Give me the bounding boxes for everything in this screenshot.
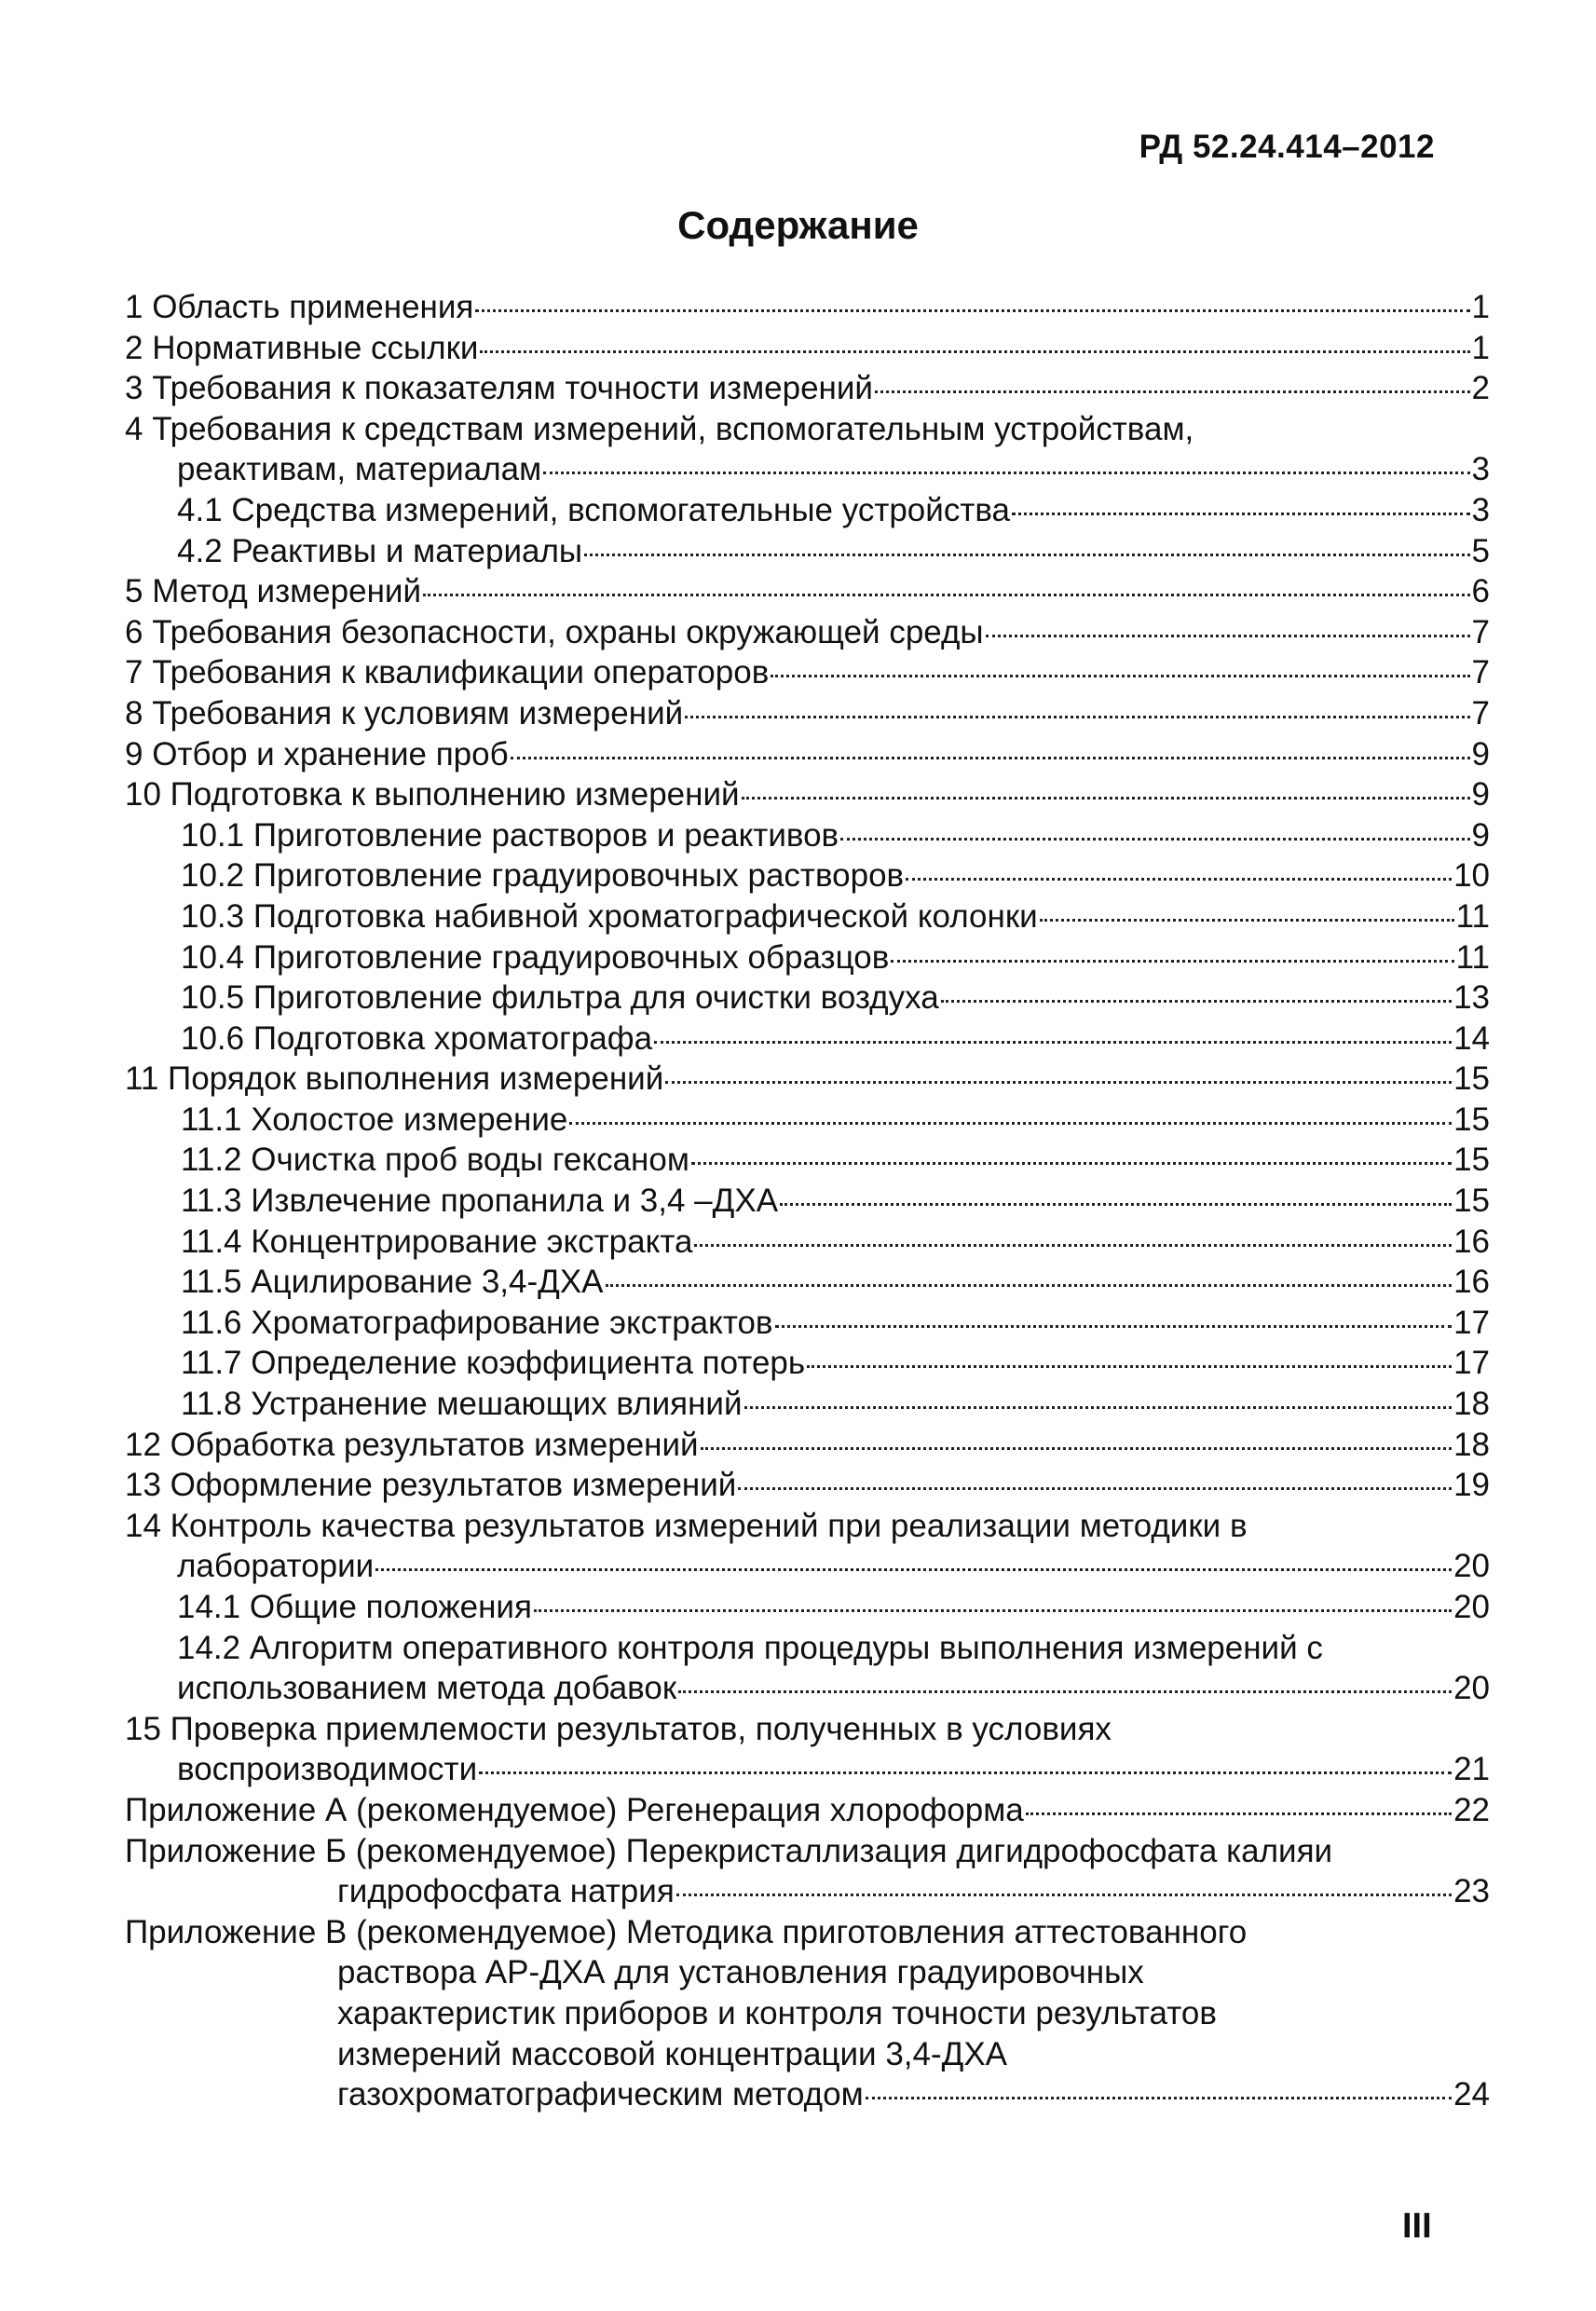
toc-entry-label: 11.4 Концентрирование экстракта: [181, 1223, 693, 1260]
toc-entry-page: 20: [1453, 1670, 1490, 1707]
toc-entry: [125, 1871, 1490, 1912]
toc-entry: [125, 978, 1490, 1019]
toc-entry: [125, 815, 1490, 856]
toc-leader-dots: [866, 2097, 1452, 2099]
toc-entry: [125, 1912, 1490, 1953]
toc-entry-page: 17: [1453, 1345, 1490, 1382]
toc-entry: [125, 490, 1490, 531]
toc-entry-page: 16: [1453, 1264, 1490, 1301]
toc-entry-page: 18: [1453, 1426, 1490, 1463]
toc-entry-label: воспроизводимости: [177, 1751, 478, 1788]
toc-leader-dots: [665, 1081, 1452, 1084]
toc-entry-label: 5 Метод измерений: [125, 573, 422, 610]
toc-entry: [125, 449, 1490, 490]
toc-entry-label: 12 Обработка результатов измерений: [125, 1426, 699, 1463]
toc-entry-page: 23: [1453, 1873, 1490, 1910]
toc-entry: [125, 571, 1490, 612]
toc-entry-label: реактивам, материалам: [177, 451, 542, 488]
toc-entry-page: 11: [1455, 938, 1490, 976]
toc-leader-dots: [584, 554, 1469, 556]
toc-leader-dots: [875, 390, 1470, 393]
toc-entry-page: 22: [1453, 1791, 1490, 1828]
toc-entry-label: гидрофосфата натрия: [337, 1873, 675, 1910]
toc-entry: [125, 1100, 1490, 1141]
toc-leader-dots: [606, 1284, 1453, 1287]
toc-leader-dots: [423, 594, 1470, 596]
toc-leader-dots: [691, 1162, 1452, 1165]
toc-entry-page: 7: [1471, 613, 1490, 650]
toc-entry: [125, 409, 1490, 450]
toc-leader-dots: [1012, 513, 1470, 515]
toc-entry-page: 15: [1453, 1060, 1490, 1098]
toc-entry-page: 10: [1453, 857, 1490, 895]
toc-leader-dots: [744, 1406, 1453, 1409]
toc-leader-dots: [780, 1203, 1452, 1206]
toc-entry-page: 9: [1471, 776, 1490, 814]
toc-entry: [125, 368, 1490, 409]
toc-entry: [125, 693, 1490, 734]
toc-entry-page: 1: [1471, 329, 1490, 366]
toc-entry: [125, 328, 1490, 369]
toc-leader-dots: [775, 1325, 1453, 1328]
toc-entry: [125, 1262, 1490, 1303]
toc-entry-page: 3: [1471, 451, 1490, 488]
toc-leader-dots: [906, 878, 1452, 881]
toc-entry-label: 14.2 Алгоритм оперативного контроля процедуры выполнения измерений с: [177, 1629, 1323, 1666]
toc-entry-page: 13: [1453, 979, 1490, 1017]
toc-entry: [125, 1628, 1490, 1669]
toc-entry-page: 1: [1471, 289, 1490, 325]
toc-entry: [125, 1019, 1490, 1060]
toc-entry-page: 21: [1453, 1751, 1490, 1788]
toc-entry-label: 11.7 Определение коэффициента потерь: [181, 1345, 806, 1382]
toc-entry-page: 6: [1471, 573, 1490, 610]
toc-entry-label: 11.6 Хроматографирование экстрактов: [181, 1304, 773, 1341]
toc-entry-label: использованием метода добавок: [177, 1670, 677, 1707]
toc-entry-label: измерений массовой концентрации 3,4-ДХА: [337, 2035, 1008, 2072]
toc-leader-dots: [685, 716, 1469, 718]
toc-entry-page: 11: [1455, 897, 1490, 935]
toc-entry: [125, 1303, 1490, 1344]
toc-entry: [125, 1140, 1490, 1181]
toc-entry: [125, 1384, 1490, 1425]
toc-entry: [125, 1749, 1490, 1790]
toc-entry-label: Приложение А (рекомендуемое) Регенерация хлороформа: [125, 1791, 1024, 1828]
toc-leader-dots: [511, 757, 1470, 759]
toc-entry-page: 24: [1453, 2076, 1490, 2113]
toc-entry-label: 9 Отбор и хранение проб: [125, 735, 509, 773]
toc-leader-dots: [694, 1244, 1452, 1247]
toc-entry: [125, 1465, 1490, 1506]
toc-leader-dots: [941, 1000, 1452, 1003]
toc-entry-label: Приложение В (рекомендуемое) Методика приготовления аттестованного: [125, 1913, 1248, 1950]
toc-entry-label: 11.5 Ацилирование 3,4-ДХА: [181, 1264, 604, 1301]
toc-entry-label: 4.2 Реактивы и материалы: [177, 532, 583, 569]
toc-entry-label: 10.3 Подготовка набивной хроматографической колонки: [181, 897, 1038, 935]
toc-entry-label: 8 Требования к условиям измерений: [125, 694, 684, 732]
toc-entry-label: 11.1 Холостое измерение: [181, 1101, 568, 1138]
toc-entry-label: газохроматографическим методом: [337, 2076, 864, 2113]
toc-entry-page: 20: [1453, 1589, 1490, 1625]
toc-entry: [125, 855, 1490, 896]
toc-entry-page: 15: [1453, 1101, 1490, 1138]
toc-entry-page: 19: [1453, 1467, 1490, 1504]
toc-leader-dots: [480, 350, 1469, 353]
toc-entry-page: 9: [1471, 816, 1490, 854]
toc-entry-page: 15: [1453, 1142, 1490, 1179]
toc-entry-label: раствора АР-ДХА для установления градуировочных: [337, 1954, 1144, 1991]
toc-entry: [125, 1587, 1490, 1628]
toc-entry-label: 4.1 Средства измерений, вспомогательные устройства: [177, 491, 1011, 528]
toc-entry-label: 3 Требования к показателям точности измерений: [125, 370, 873, 407]
toc-entry-label: лаборатории: [177, 1548, 375, 1585]
toc-entry: [125, 531, 1490, 572]
toc-entry-label: 10.6 Подготовка хроматографа: [181, 1019, 653, 1057]
toc-entry: [125, 1709, 1490, 1750]
toc-entry-page: 15: [1453, 1183, 1490, 1220]
page-title: Содержание: [677, 203, 919, 247]
toc-entry-label: Приложение Б (рекомендуемое) Перекристаллизация дигидрофосфата калияи: [125, 1832, 1333, 1869]
toc-leader-dots: [569, 1122, 1452, 1125]
toc-leader-dots: [891, 960, 1453, 963]
table-of-contents: [125, 287, 1490, 2115]
toc-entry: [125, 287, 1490, 328]
toc-leader-dots: [701, 1447, 1452, 1450]
toc-entry-label: характеристик приборов и контроля точности результатов: [337, 1994, 1217, 2031]
toc-entry-page: 9: [1471, 735, 1490, 773]
toc-entry: [125, 1506, 1490, 1547]
toc-entry-label: 1 Область применения: [125, 289, 474, 325]
toc-entry: [125, 1343, 1490, 1384]
toc-entry-label: 6 Требования безопасности, охраны окружающей среды: [125, 613, 984, 650]
toc-entry: [125, 1952, 1490, 1993]
toc-entry-label: 13 Оформление результатов измерений: [125, 1467, 737, 1504]
toc-entry-page: 3: [1471, 491, 1490, 528]
toc-entry: [125, 1831, 1490, 1872]
toc-entry-page: 14: [1453, 1019, 1490, 1057]
toc-entry-label: 14 Контроль качества результатов измерений при реализации методики в: [125, 1507, 1248, 1544]
page-number: III: [1402, 2207, 1432, 2246]
toc-entry-label: 11.3 Извлечение пропанила и 3,4 –ДХА: [181, 1183, 779, 1220]
toc-entry: [125, 1993, 1490, 2034]
toc-leader-dots: [771, 675, 1469, 677]
toc-leader-dots: [1040, 919, 1454, 922]
toc-leader-dots: [986, 635, 1470, 637]
toc-entry-page: 16: [1453, 1223, 1490, 1260]
toc-entry: [125, 652, 1490, 693]
toc-leader-dots: [534, 1609, 1452, 1612]
toc-entry: [125, 774, 1490, 815]
toc-entry-label: 10.4 Приготовление градуировочных образцов: [181, 938, 890, 976]
toc-entry-label: 10.2 Приготовление градуировочных растворов: [181, 857, 905, 895]
toc-entry-page: 20: [1453, 1548, 1490, 1585]
toc-entry-label: 10 Подготовка к выполнению измерений: [125, 776, 740, 814]
toc-leader-dots: [678, 1690, 1452, 1693]
toc-leader-dots: [654, 1041, 1452, 1044]
toc-entry-label: 10.1 Приготовление растворов и реактивов: [181, 816, 839, 854]
toc-entry: [125, 1059, 1490, 1100]
toc-entry-label: 15 Проверка приемлемости результатов, полученных в условиях: [125, 1710, 1112, 1747]
toc-entry: [125, 2074, 1490, 2115]
toc-entry: [125, 1668, 1490, 1709]
toc-entry: [125, 937, 1490, 978]
toc-entry: [125, 1790, 1490, 1831]
toc-entry: [125, 1222, 1490, 1263]
toc-leader-dots: [475, 309, 1469, 312]
toc-entry-page: 7: [1471, 654, 1490, 691]
toc-leader-dots: [742, 797, 1470, 800]
toc-entry: [125, 1181, 1490, 1222]
toc-entry-label: 11.2 Очистка проб воды гексаном: [181, 1142, 689, 1179]
toc-entry-page: 7: [1471, 694, 1490, 732]
toc-entry-label: 10.5 Приготовление фильтра для очистки воздуха: [181, 979, 939, 1017]
toc-entry-page: 2: [1471, 370, 1490, 407]
toc-leader-dots: [807, 1365, 1452, 1368]
toc-entry-page: 18: [1453, 1386, 1490, 1423]
toc-entry-label: 4 Требования к средствам измерений, вспомогательным устройствам,: [125, 410, 1194, 447]
toc-entry: [125, 1546, 1490, 1587]
toc-entry-label: 2 Нормативные ссылки: [125, 329, 479, 366]
toc-entry: [125, 896, 1490, 937]
toc-entry-label: 14.1 Общие положения: [177, 1589, 532, 1625]
toc-leader-dots: [543, 472, 1469, 474]
toc-leader-dots: [738, 1487, 1452, 1490]
toc-entry: [125, 1425, 1490, 1466]
toc-leader-dots: [676, 1894, 1452, 1896]
toc-entry-label: 7 Требования к квалификации операторов: [125, 654, 770, 691]
toc-entry: [125, 2034, 1490, 2075]
toc-leader-dots: [375, 1568, 1452, 1571]
toc-entry-label: 11 Порядок выполнения измерений: [125, 1060, 664, 1098]
toc-leader-dots: [479, 1771, 1452, 1774]
document-code: РД 52.24.414–2012: [1139, 129, 1435, 165]
toc-entry-page: 5: [1471, 532, 1490, 569]
toc-leader-dots: [840, 838, 1469, 841]
toc-entry-label: 11.8 Устранение мешающих влияний: [181, 1386, 743, 1423]
toc-entry: [125, 612, 1490, 653]
toc-leader-dots: [1026, 1812, 1452, 1815]
toc-entry-page: 17: [1453, 1304, 1490, 1341]
toc-entry: [125, 734, 1490, 775]
